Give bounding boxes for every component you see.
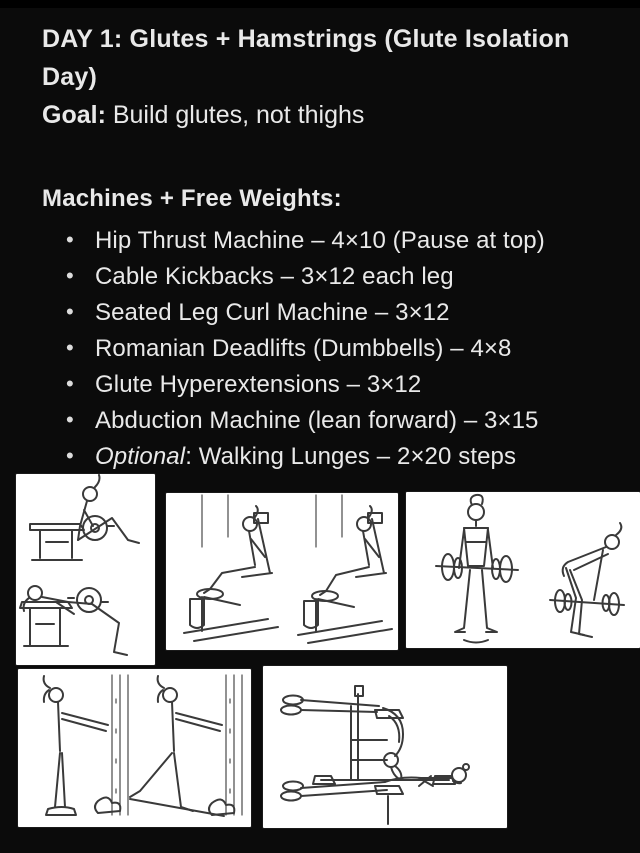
bullet-marker: • (66, 299, 74, 324)
list-item (42, 439, 600, 475)
bullet-marker: • (66, 227, 74, 252)
exercise-illustrations (0, 474, 640, 853)
hip-thrust-drawing (16, 474, 155, 665)
list-item (42, 403, 600, 439)
bullet-marker: • (66, 407, 74, 432)
exercise-text: Glute Hyperextensions – 3×12 (95, 371, 422, 398)
list-item (42, 223, 600, 259)
bullet-marker: • (66, 335, 74, 360)
bullet-marker: • (66, 443, 74, 468)
seated-leg-curl-drawing (166, 493, 398, 650)
exercise-text: Hip Thrust Machine – 4×10 (Pause at top) (95, 227, 545, 254)
list-item (42, 295, 600, 331)
title-line-1: DAY 1: Glutes + Hamstrings (Glute Isolation (42, 25, 570, 53)
glute-hyperextension-illustration (263, 666, 507, 828)
page-title (42, 20, 600, 96)
seated-leg-curl-illustration (166, 493, 398, 650)
list-item (42, 259, 600, 295)
exercise-text: : Walking Lunges – 2×20 steps (185, 443, 517, 470)
list-item (42, 367, 600, 403)
romanian-deadlift-illustration (406, 492, 640, 648)
hip-thrust-illustration (16, 474, 155, 665)
bullet-marker: • (66, 371, 74, 396)
glute-hyperextension-drawing (263, 666, 507, 828)
list-item (42, 331, 600, 367)
goal-text: Build glutes, not thighs (105, 101, 365, 129)
top-edge-strip (0, 0, 640, 8)
romanian-deadlift-drawing (406, 492, 640, 648)
cable-kickback-drawing (18, 669, 251, 827)
goal-label: Goal: (42, 101, 106, 129)
exercise-text: Seated Leg Curl Machine – 3×12 (95, 299, 450, 326)
title-line-2: Day) (42, 63, 97, 91)
section-heading: Machines + Free Weights: (42, 185, 342, 212)
exercise-list (42, 223, 600, 475)
bullet-marker: • (66, 263, 74, 288)
cable-kickback-illustration (18, 669, 251, 827)
exercise-text: Romanian Deadlifts (Dumbbells) – 4×8 (95, 335, 512, 362)
exercise-text: Cable Kickbacks – 3×12 each leg (95, 263, 454, 290)
exercise-italic: Optional (95, 443, 186, 470)
exercise-text: Abduction Machine (lean forward) – 3×15 (95, 407, 539, 434)
goal-line (42, 96, 600, 134)
